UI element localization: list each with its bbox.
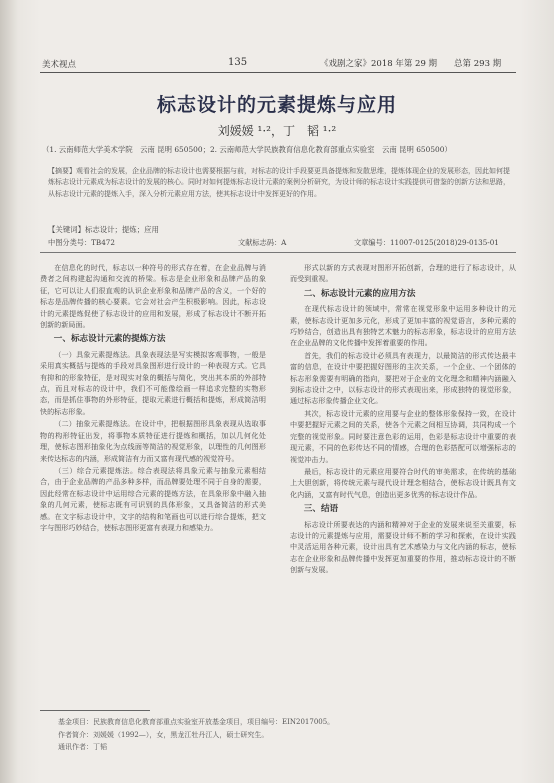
article-number: 文章编号：11007-0125(2018)29-0135-01 [354,238,499,247]
section-heading: 二、标志设计元素的应用方法 [303,288,416,299]
body-column-left [40,262,266,534]
article-title: 标志设计的元素提炼与应用 [156,94,397,116]
meta-divider [40,252,516,253]
body-column-right [290,262,516,577]
body-paragraph: 最后，标志设计的元素应用要符合时代的审美需求，在传统的基础上大胆创新，将传统元素与现代设计理念相结合，使标志设计既具有文化内涵，又富有时代气息，创造出更多优秀的标志设计作品。 [290,466,516,499]
body-paragraph: 首先，我们的标志设计必须具有表现力，以最简洁的形式传达最丰富的信息，在设计中要把握好图形的主次关系，一个企业、一个团体的标志形象需要有明确的指向，要把对于企业的文化理念和精神内涵融入到标志设计之中，以标志设计的形式表现出来，形成独特的视觉形象，通过标志形象传播企业文化。 [290,350,516,406]
body-paragraph: 形式以新的方式表现对图形开拓创新，合理的进行了标志设计，从而受到重视。 [290,263,516,284]
body-paragraph: 在信息化的时代，标志以一种符号的形式存在着，在企业品牌与消费者之间构建起沟通和交流的桥梁。标志是企业形象和品牌产品的象征，它可以让人们很直观的认识企业形象和品牌产品的含义，一个好的标志是品牌传播的核心要素。它会对社会产生积极影响。因此，标志设计的元素提炼促使了标志设计的应用和发展，形成了标志设计不断开拓创新的新局面。 [40,263,266,330]
body-paragraph: 标志设计所要表达的内涵和精神对于企业的发展来说至关重要，标志设计的元素提炼与应用，需要设计师不断的学习和探索，在设计实践中灵活运用各种元素，设计出具有艺术感染力与文化内涵的标志，使标志在企业形象和品牌传播中发挥更加重要的作用，推动标志设计的不断创新与发展。 [290,519,516,575]
body-paragraph: （三）综合元素提炼法。综合表现法将具象元素与抽象元素相结合，由于企业品牌的产品多种多样，而品牌要处理不同于自身的需要，因此经常在标志设计中运用综合元素的提炼方法，在具象形象中融入抽象的几何元素，使标志既有可识别的具体形象，又具备简洁的形式美感。在文字标志设计中，文字的结构和笔画也可以进行综合提炼，把文字与图形巧妙结合，使标志图形更富有表现力和感染力。 [40,465,266,532]
clc-number: 中图分类号：TB472 [48,238,115,247]
page-number: 135 [228,57,248,68]
footnote-divider [40,710,150,711]
footnote-line: 基金项目：民族教育信息化教育部重点实验室开放基金项目，项目编号：EIN2017005。 [58,718,335,726]
section-heading: 三、结语 [303,504,339,515]
body-paragraph: 在现代标志设计的领域中，常常在视觉形象中运用多种设计的元素，使标志设计更加多元化，形成了更加丰富的视觉语言，多种元素的巧妙结合，创造出具有独特艺术魅力的标志形象，标志设计的应用方法在企业品牌的文化传播中发挥着重要的作用。 [290,304,516,348]
footnote-line: 通讯作者：丁韬 [58,743,107,751]
body-paragraph: 其次，标志设计元素的应用要与企业的整体形象保持一致，在设计中要把握好元素之间的关系，使各个元素之间相互协调，共同构成一个完整的视觉形象。同时要注意色彩的运用，色彩是标志设计中重要的表现元素，不同的色彩传达不同的情感，合理的色彩搭配可以增强标志的视觉冲击力。 [290,408,516,464]
document-code: 文献标志码：A [238,238,287,247]
keywords: 【关键词】标志设计；提炼；应用 [48,225,159,234]
section-label: 美术视点 [42,60,77,70]
footnote [58,716,494,754]
section-heading: 一、标志设计元素的提炼方法 [53,334,166,345]
footnote-line: 作者简介：刘媛媛（1992—），女，黑龙江牡丹江人，硕士研究生。 [58,730,269,739]
body-paragraph: （二）抽象元素提炼法。在设计中，把根据图形具象表现从选取事物的构形特征出发，将事物本质特征进行提炼和概括，加以几何化处理，使标志图形抽象化为点线面等简洁的视觉形象，以理性的几何图形来传达标志的内涵，形成简洁有力而又富有现代感的视觉符号。 [40,419,266,463]
abstract: 【摘要】观看社会的发展，企业品牌的标志设计也需要根据与前，对标志的设计手段要更具备提炼和发散思维，提炼体现企业的发展形态，因此如何提炼标志设计元素成为标志设计的发展的核心。同时对如何提炼标志设计元素的案例分析研究，为设计师的标志设计实践提供可借鉴的创新方法和思路，从标志设计元素的提炼入手，深入分析元素应用方法，使其标志设计中发挥更好的作用。 [48,167,510,198]
author-affiliation: （1. 云南师范大学美术学院 云南 昆明 650500；2. 云南师范大学民族教育信息化教育部重点实验室 云南 昆明 650500） [42,145,452,154]
header-divider [40,72,516,73]
journal-info: 《戏剧之家》2018 年第 29 期 总第 293 期 [320,59,502,69]
body-paragraph: （一）具象元素提炼法。具象表现法是写实模拟客观事物，一般是采用真实概括与提炼的手段对具象图形进行设计的一种表现方式。它具有抑和的形象特征，是对现实对象的概括与简化，突出其本质的外部特点，而且对标志的设计中，我们不可能像绘画一样追求完整的实物形态，而是抓住事物的外形特征，提取元素进行概括和提炼，形成简洁明快的标志形象。 [40,349,266,416]
article-authors: 刘媛媛 ¹·²，丁 韬 ¹·² [217,124,337,138]
